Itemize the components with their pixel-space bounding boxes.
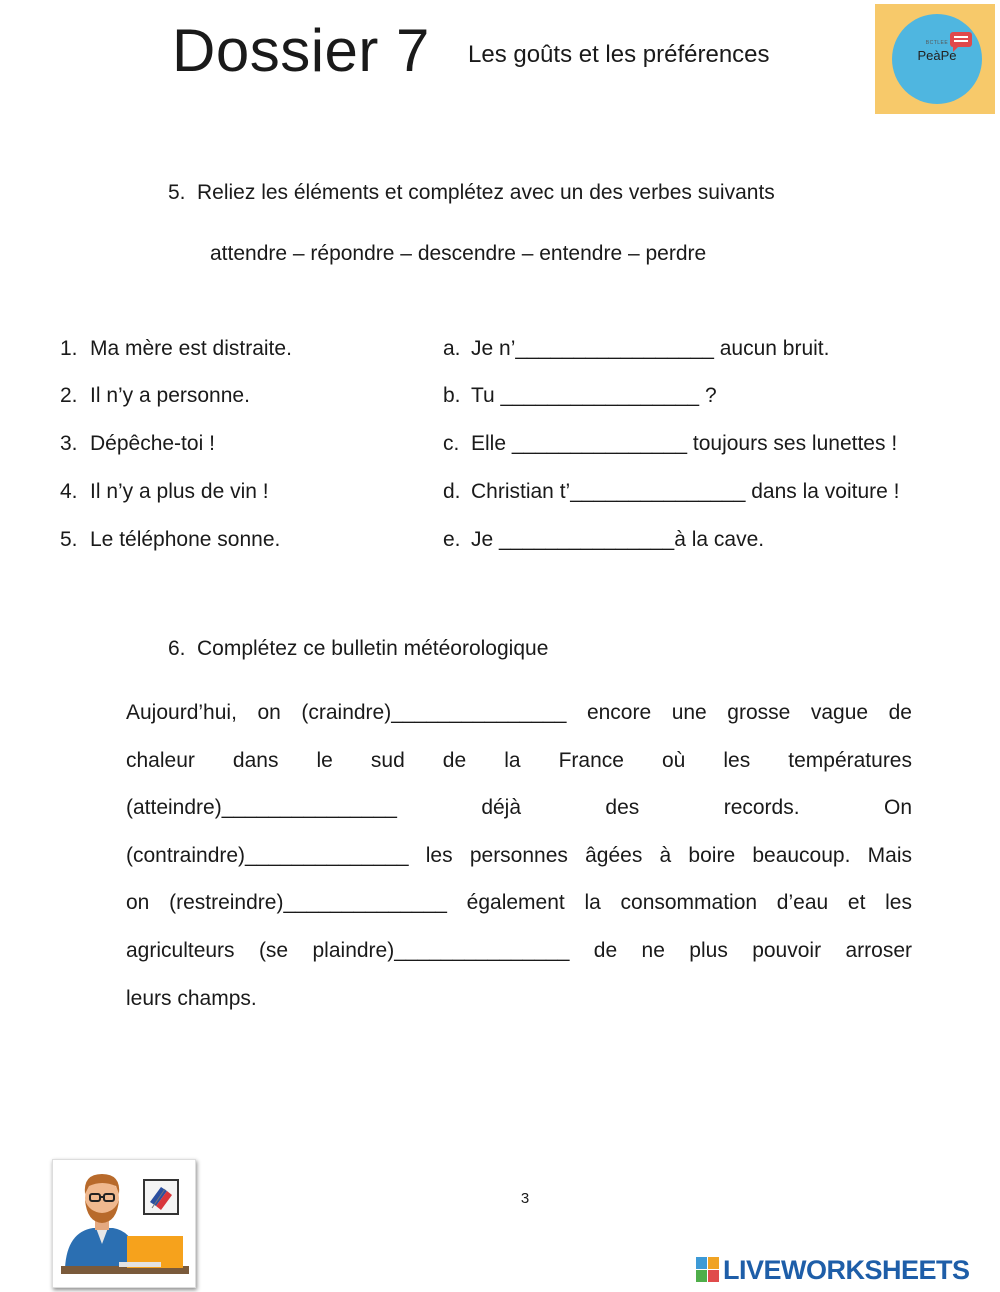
right-item-letter: a. [443, 337, 461, 360]
logo-circle [892, 14, 982, 104]
brand-logo [875, 4, 995, 114]
right-item-text: Je n’_________________ aucun bruit. [471, 337, 830, 360]
paragraph-line: on (restreindre)______________ également la consommation d’eau et les [126, 891, 912, 915]
exercise5-instruction: Reliez les éléments et complétez avec un des verbes suivants [197, 181, 775, 204]
left-item-text: Dépêche-toi ! [90, 432, 215, 455]
right-item-letter: d. [443, 480, 461, 503]
paragraph-line: (contraindre)______________ les personnes âgées à boire beaucoup. Mais [126, 843, 912, 867]
page-number: 3 [520, 1190, 530, 1207]
verb-list: attendre – répondre – descendre – entendre – perdre [210, 242, 707, 265]
right-item-letter: b. [443, 384, 461, 407]
left-item-number: 3. [60, 432, 78, 455]
right-item-letter: e. [443, 528, 461, 551]
left-item-number: 5. [60, 528, 78, 551]
right-item-text: Je _______________à la cave. [471, 528, 765, 551]
exercise6-instruction: Complétez ce bulletin météorologique [197, 637, 549, 660]
teacher-at-desk-icon [53, 1160, 195, 1287]
right-item-letter: c. [443, 432, 460, 455]
weather-bulletin-paragraph [126, 689, 912, 1022]
speech-bubble-icon [950, 32, 972, 47]
left-item-text: Il n’y a personne. [90, 384, 250, 407]
exercise6-number: 6. [168, 637, 186, 660]
left-item-text: Le téléphone sonne. [90, 528, 281, 551]
right-item-text: Christian t’_______________ dans la voiture ! [471, 480, 900, 503]
page-subtitle: Les goûts et les préférences [468, 41, 770, 68]
brand-text: LIVEWORKSHEETS [723, 1255, 970, 1285]
right-item-text: Tu _________________ ? [471, 384, 717, 407]
left-item-text: Ma mère est distraite. [90, 337, 292, 360]
teacher-illustration [52, 1159, 196, 1288]
left-item-number: 1. [60, 337, 78, 360]
logo-name: PeàPe [917, 48, 957, 63]
paragraph-line: agriculteurs (se plaindre)_______________ de ne plus pouvoir arroser [126, 938, 912, 962]
page-title: Dossier 7 [172, 17, 430, 84]
liveworksheets-logo-icon [696, 1257, 720, 1283]
left-item-number: 4. [60, 480, 78, 503]
exercise5-number: 5. [168, 181, 186, 204]
logo-small-text: BCTLEE [925, 40, 949, 46]
left-item-number: 2. [60, 384, 78, 407]
paragraph-line: (atteindre)_______________ déjà des records. On [126, 796, 912, 820]
paragraph-line: Aujourd’hui, on (craindre)_______________ encore une grosse vague de [126, 701, 912, 724]
left-item-text: Il n’y a plus de vin ! [90, 480, 269, 503]
right-item-text: Elle _______________ toujours ses lunettes ! [471, 432, 898, 455]
paragraph-line: leurs champs. [126, 986, 257, 1010]
paragraph-line: chaleur dans le sud de la France où les températures [126, 748, 912, 772]
